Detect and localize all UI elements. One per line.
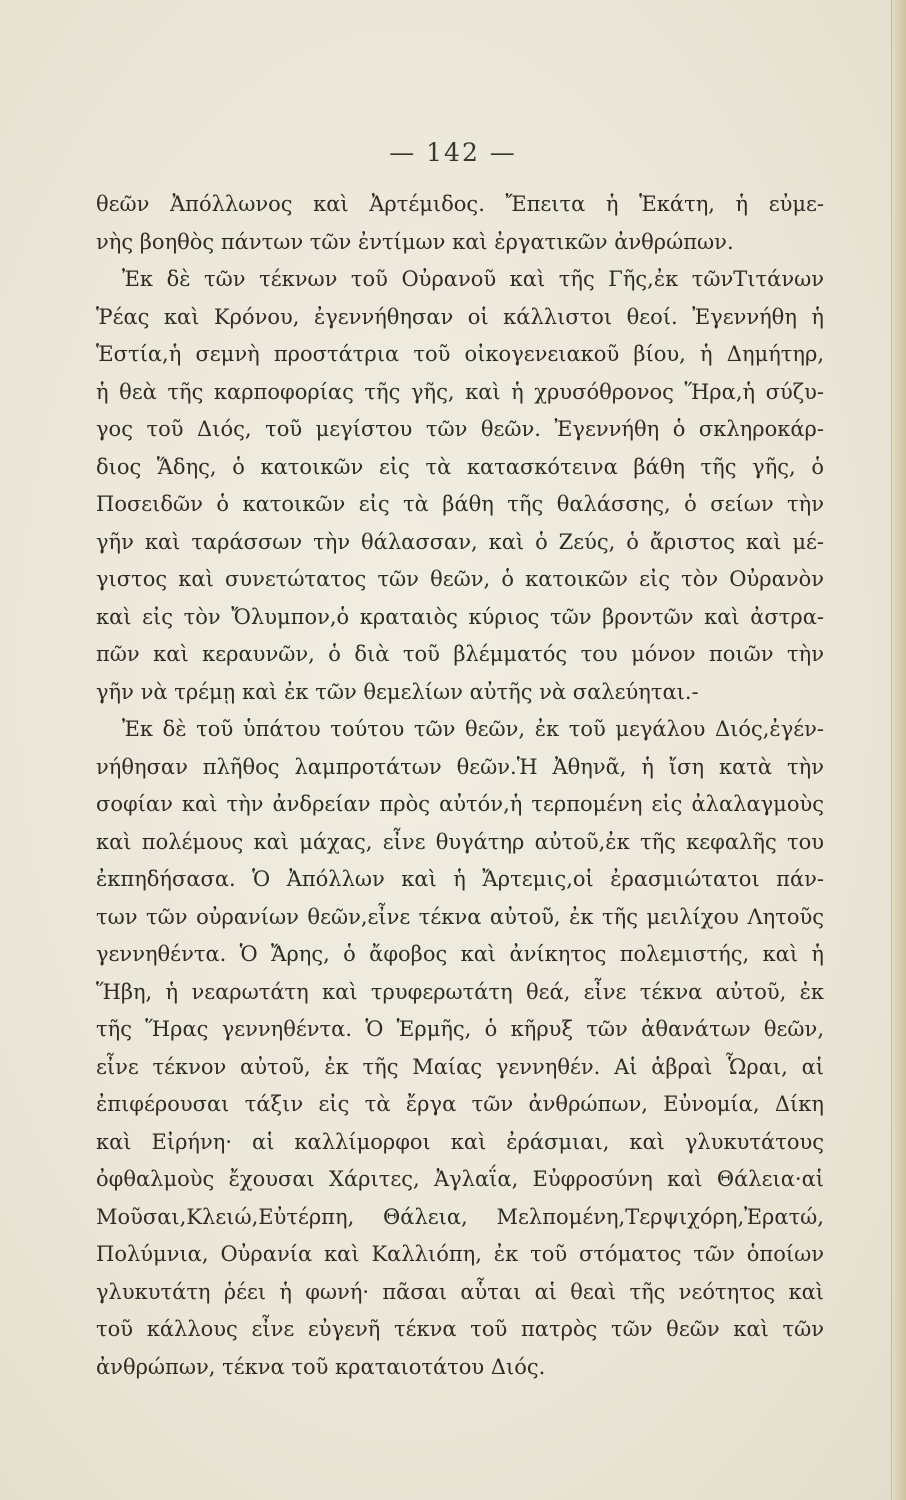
text-line: γιστος καὶ συνετώτατος τῶν θεῶν, ὁ κατοικῶν εἰς τὸν Οὐρανὸν [96,567,824,591]
text-line: καὶ εἰς τὸν Ὄλυμπον,ὁ κραταιὸς κύριος τῶν βροντῶν καὶ ἀστρα- [96,604,824,629]
text-line: εἶνε τέκνον αὐτοῦ, ἐκ τῆς Μαίας γεννηθέν. Αἱ ἁβραὶ Ὧραι, αἱ [96,1054,824,1079]
text-line: ἐκπηδήσασα. Ὁ Ἀπόλλων καὶ ἡ Ἄρτεμις,οἱ ἐρασμιώτατοι πάν- [96,867,824,891]
text-line: τοῦ κάλλους εἶνε εὐγενῆ τέκνα τοῦ πατρὸς τῶν θεῶν καὶ τῶν [96,1317,824,1341]
page-number: — 142 — [389,138,517,167]
text-line: διος Ἅδης, ὁ κατοικῶν εἰς τὰ κατασκότεινα βάθη τῆς γῆς, ὁ [96,454,824,479]
text-line: νὴς βοηθὸς πάντων τῶν ἐντίμων καὶ ἐργατικῶν ἀνθρώπων. [96,229,734,254]
text-line: τῆς Ἥρας γεννηθέντα. Ὁ Ἑρμῆς, ὁ κῆρυξ τῶν ἀθανάτων θεῶν, [96,1017,824,1041]
text-line: Ἑστία,ἡ σεμνὴ προστάτρια τοῦ οἰκογενειακοῦ βίου, ἡ Δημήτηρ, [96,342,824,366]
text-line: Ἐκ δὲ τοῦ ὑπάτου τούτου τῶν θεῶν, ἐκ τοῦ μεγάλου Διός,ἐγέν- [122,717,824,741]
text-line: καὶ Εἰρήνη· αἱ καλλίμορφοι καὶ ἐράσμιαι, καὶ γλυκυτάτους [96,1129,824,1154]
text-line: των τῶν οὐρανίων θεῶν,εἶνε τέκνα αὐτοῦ, ἐκ τῆς μειλίχου Λητοῦς [96,904,824,929]
text-line: θεῶν Ἀπόλλωνος καὶ Ἀρτέμιδος. Ἔπειτα ἡ Ἑκάτη, ἡ εὐμε- [96,192,824,216]
text-line: γῆν νὰ τρέμῃ καὶ ἐκ τῶν θεμελίων αὐτῆς νὰ σαλεύηται.- [96,679,699,704]
text-line: ἀνθρώπων, τέκνα τοῦ κραταιοτάτου Διός. [96,1354,546,1379]
text-line: Πολύμνια, Οὐρανία καὶ Καλλιόπη, ἐκ τοῦ στόματος τῶν ὁποίων [96,1242,824,1266]
text-line: σοφίαν καὶ τὴν ἀνδρείαν πρὸς αὐτόν,ἡ τερπομένη εἰς ἀλαλαγμοὺς [96,792,824,816]
page-edge [891,0,906,1500]
text-line: Ποσειδῶν ὁ κατοικῶν εἰς τὰ βάθη τῆς θαλάσσης, ὁ σείων τὴν [96,492,824,516]
text-line: ὀφθαλμοὺς ἔχουσαι Χάριτες, Ἀγλαΐα, Εὐφροσύνη καὶ Θάλεια·αἱ [96,1167,824,1191]
text-line: Ῥέας καὶ Κρόνου, ἐγεννήθησαν οἱ κάλλιστοι θεοί. Ἐγεννήθη ἡ [96,304,824,329]
text-line: γῆν καὶ ταράσσων τὴν θάλασσαν, καὶ ὁ Ζεύς, ὁ ἄριστος καὶ μέ- [96,529,824,554]
text-line: γλυκυτάτη ῥέει ἡ φωνή· πᾶσαι αὗται αἱ θεαὶ τῆς νεότητος καὶ [96,1279,824,1304]
text-line: Ἥβη, ἡ νεαρωτάτη καὶ τρυφερωτάτη θεά, εἶνε τέκνα αὐτοῦ, ἐκ [96,979,824,1004]
body-text [96,186,824,1386]
text-line: γος τοῦ Διός, τοῦ μεγίστου τῶν θεῶν. Ἐγεννήθη ὁ σκληροκάρ- [96,417,824,441]
text-line: πῶν καὶ κεραυνῶν, ὁ διὰ τοῦ βλέμματός του μόνον ποιῶν τὴν [96,642,824,666]
text-line: νήθησαν πλῆθος λαμπροτάτων θεῶν.Ἡ Ἀθηνᾶ, ἡ ἴση κατὰ τὴν [96,754,824,779]
text-line: ἐπιφέρουσαι τάξιν εἰς τὰ ἔργα τῶν ἀνθρώπων, Εὐνομία, Δίκη [96,1092,824,1116]
text-line: ἡ θεὰ τῆς καρποφορίας τῆς γῆς, καὶ ἡ χρυσόθρονος Ἥρα,ἡ σύζυ- [96,379,824,404]
text-line: Ἐκ δὲ τῶν τέκνων τοῦ Οὐρανοῦ καὶ τῆς Γῆς,ἐκ τῶνΤιτάνων [122,267,824,291]
text-line: καὶ πολέμους καὶ μάχας, εἶνε θυγάτηρ αὐτοῦ,ἐκ τῆς κεφαλῆς του [96,829,824,854]
text-line: Μοῦσαι,Κλειώ,Εὐτέρπη, Θάλεια, Μελπομένη,Τερψιχόρη,Ἐρατώ, [96,1204,824,1229]
text-line: γεννηθέντα. Ὁ Ἄρης, ὁ ἄφοβος καὶ ἀνίκητος πολεμιστής, καὶ ἡ [96,942,824,966]
